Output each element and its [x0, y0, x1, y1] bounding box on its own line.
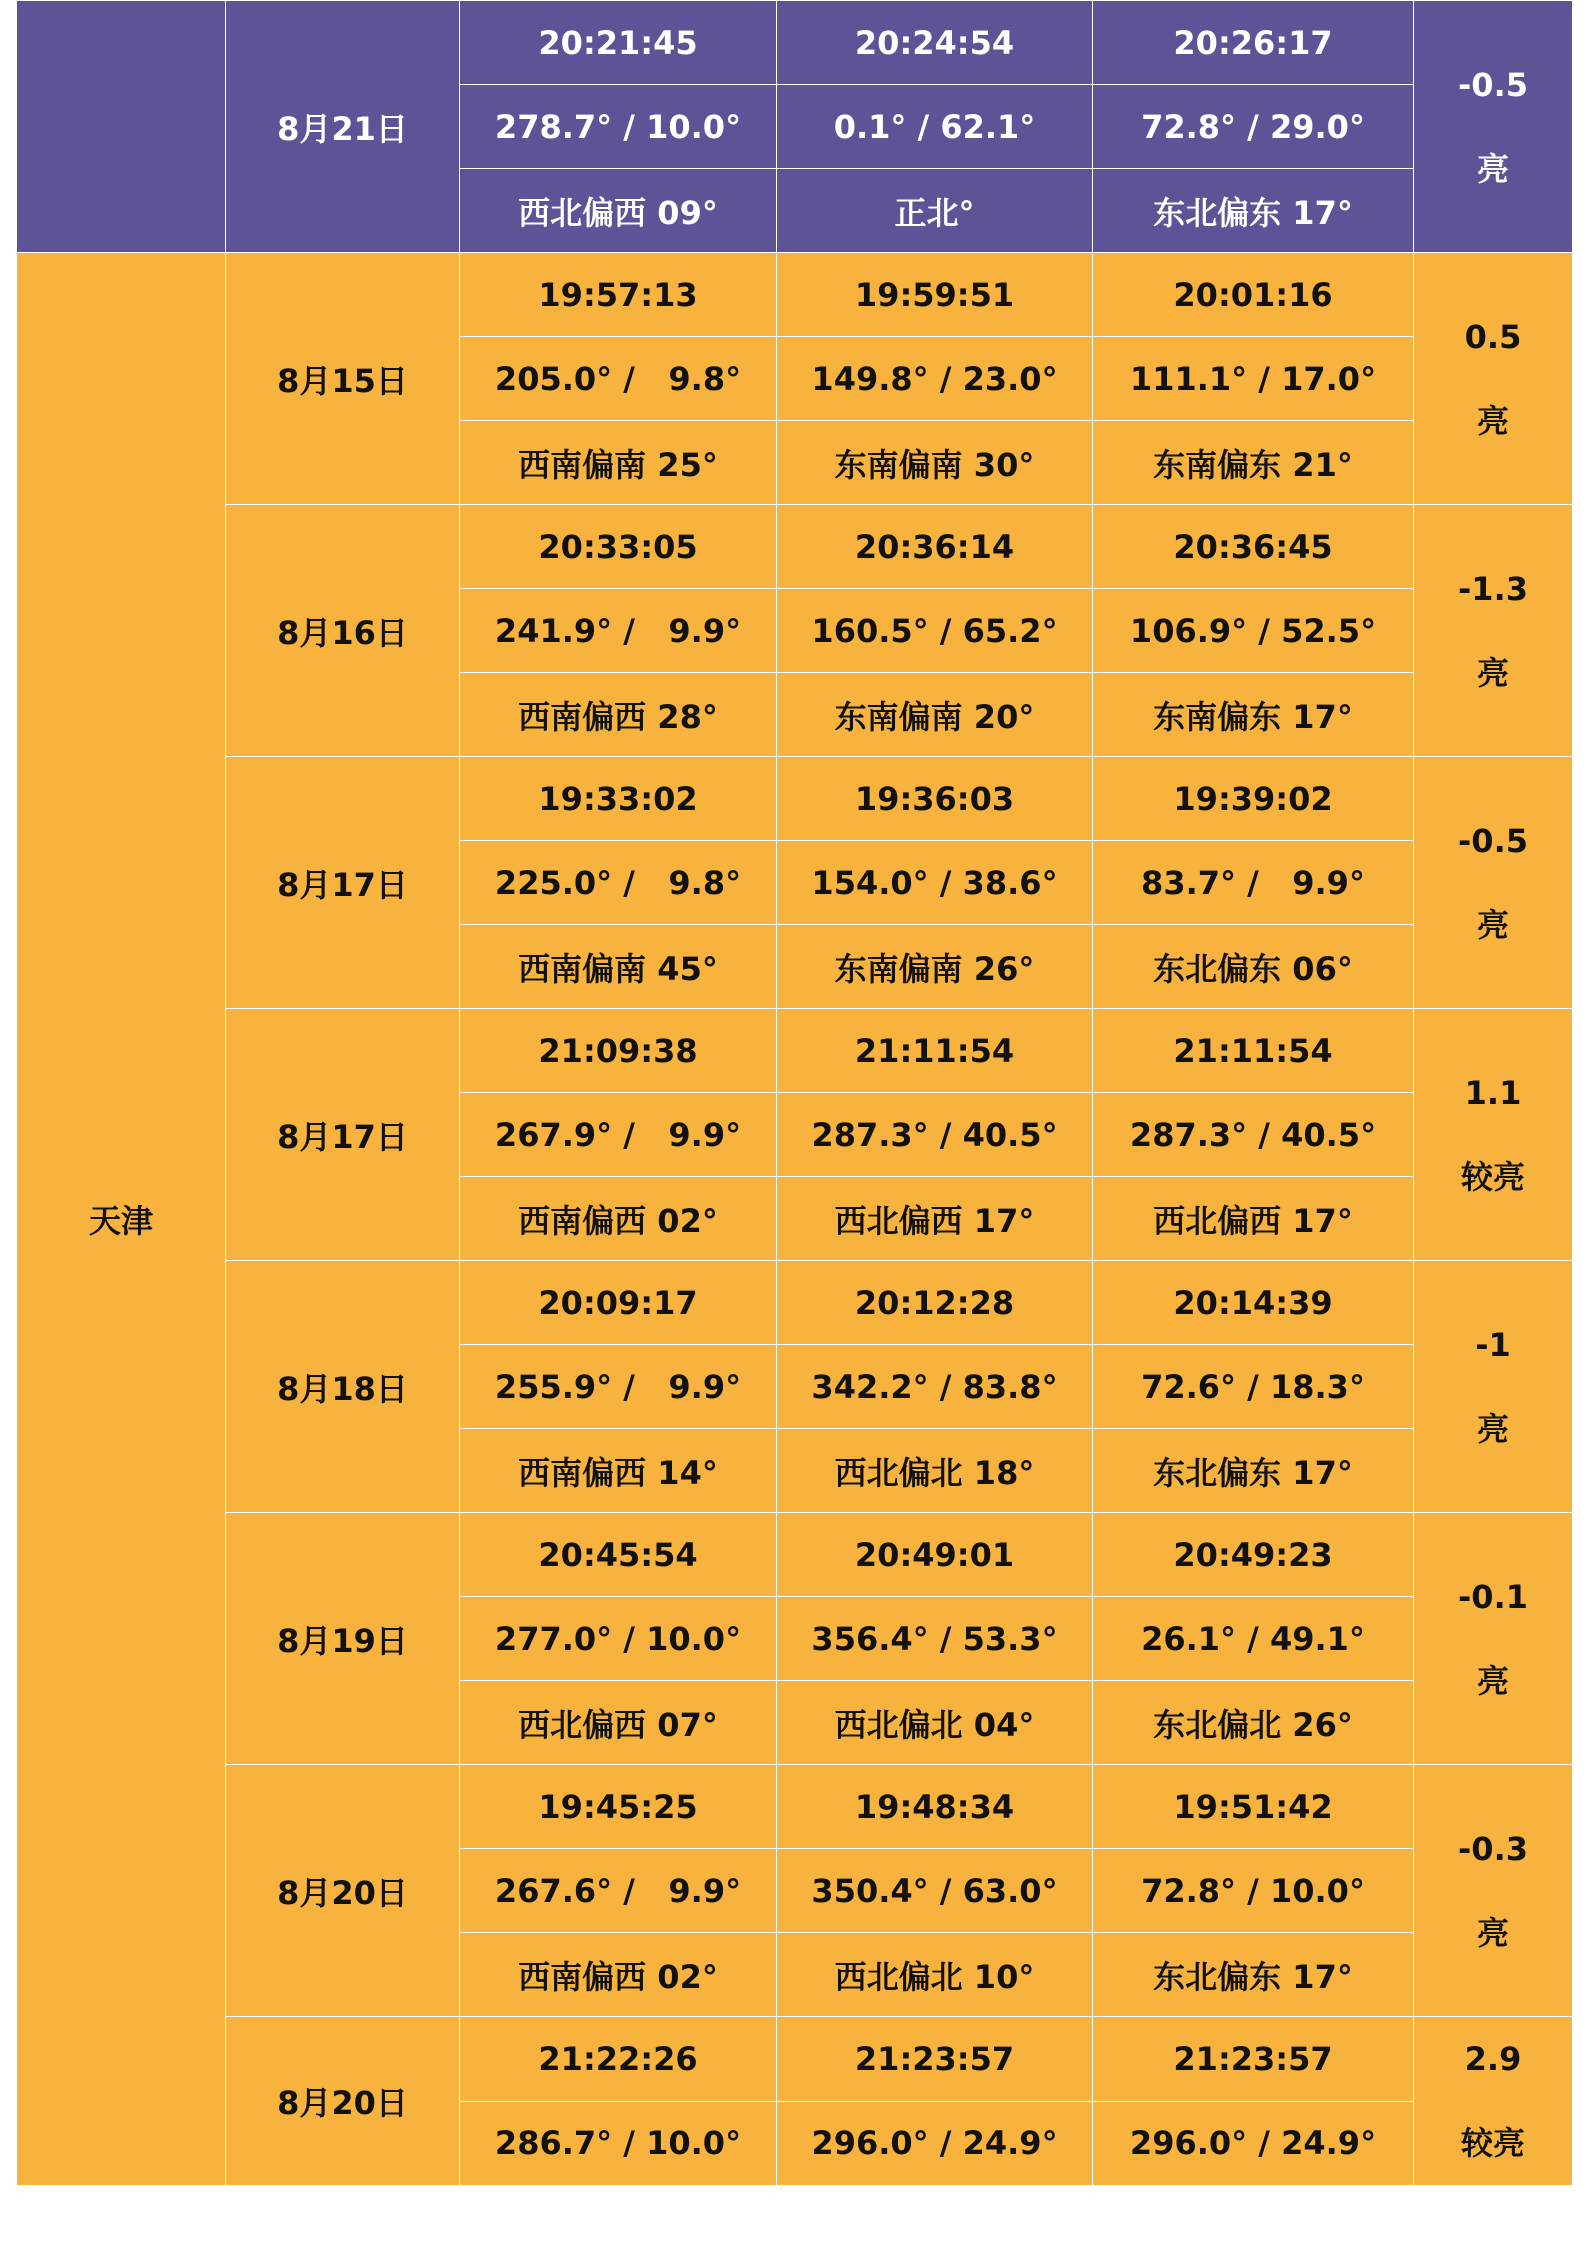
direction-cell: 西南偏西 02° — [460, 1933, 777, 2017]
time-cell: 20:24:54 — [777, 1, 1093, 85]
azimuth-altitude-cell: 296.0° / 24.9° — [1093, 2101, 1414, 2186]
direction-cell: 东北偏东 17° — [1093, 169, 1414, 253]
direction-cell: 西南偏南 45° — [460, 925, 777, 1009]
date-cell: 8月21日 — [226, 1, 460, 253]
time-cell: 21:11:54 — [1093, 1009, 1414, 1093]
brightness-label: 亮 — [1476, 1913, 1509, 1952]
date-cell: 8月20日 — [226, 2017, 460, 2186]
time-cell: 20:01:16 — [1093, 253, 1414, 337]
date-cell: 8月17日 — [226, 1009, 460, 1261]
azimuth-altitude-cell: 356.4° / 53.3° — [777, 1597, 1093, 1681]
azimuth-altitude-cell: 296.0° / 24.9° — [777, 2101, 1093, 2186]
azimuth-altitude-cell: 287.3° / 40.5° — [777, 1093, 1093, 1177]
azimuth-altitude-cell: 111.1° / 17.0° — [1093, 337, 1414, 421]
time-cell: 20:45:54 — [460, 1513, 777, 1597]
azimuth-altitude-cell: 72.8° / 29.0° — [1093, 85, 1414, 169]
magnitude-cell — [1414, 1, 1573, 253]
time-cell: 20:33:05 — [460, 505, 777, 589]
time-cell: 20:21:45 — [460, 1, 777, 85]
azimuth-altitude-cell: 154.0° / 38.6° — [777, 841, 1093, 925]
magnitude-value: 1.1 — [1464, 1073, 1522, 1112]
direction-cell: 东北偏东 17° — [1093, 1933, 1414, 2017]
time-cell: 19:51:42 — [1093, 1765, 1414, 1849]
azimuth-altitude-cell: 267.6° / 9.9° — [460, 1849, 777, 1933]
azimuth-altitude-cell: 205.0° / 9.8° — [460, 337, 777, 421]
direction-cell: 西南偏南 25° — [460, 421, 777, 505]
time-cell: 20:49:23 — [1093, 1513, 1414, 1597]
direction-cell: 东南偏东 17° — [1093, 673, 1414, 757]
time-cell: 20:12:28 — [777, 1261, 1093, 1345]
direction-cell: 正北° — [777, 169, 1093, 253]
magnitude-value: -1 — [1475, 1325, 1511, 1364]
pass-table-body — [17, 1, 1573, 2186]
city-cell — [17, 1, 226, 253]
time-cell: 21:23:57 — [1093, 2017, 1414, 2102]
direction-cell: 东南偏南 26° — [777, 925, 1093, 1009]
magnitude-cell — [1414, 2017, 1573, 2186]
magnitude-value: -0.5 — [1458, 821, 1528, 860]
magnitude-value: 2.9 — [1464, 2040, 1522, 2078]
azimuth-altitude-cell: 277.0° / 10.0° — [460, 1597, 777, 1681]
azimuth-altitude-cell: 225.0° / 9.8° — [460, 841, 777, 925]
date-cell: 8月19日 — [226, 1513, 460, 1765]
azimuth-altitude-cell: 106.9° / 52.5° — [1093, 589, 1414, 673]
time-cell: 20:09:17 — [460, 1261, 777, 1345]
time-cell: 19:33:02 — [460, 757, 777, 841]
magnitude-cell — [1414, 253, 1573, 505]
time-cell: 21:11:54 — [777, 1009, 1093, 1093]
azimuth-altitude-cell: 0.1° / 62.1° — [777, 85, 1093, 169]
time-cell: 20:36:14 — [777, 505, 1093, 589]
magnitude-cell — [1414, 1261, 1573, 1513]
magnitude-cell — [1414, 505, 1573, 757]
azimuth-altitude-cell: 72.6° / 18.3° — [1093, 1345, 1414, 1429]
magnitude-cell — [1414, 1765, 1573, 2017]
brightness-label: 较亮 — [1460, 2124, 1525, 2162]
direction-cell: 西南偏西 28° — [460, 673, 777, 757]
time-cell: 19:48:34 — [777, 1765, 1093, 1849]
time-cell: 20:26:17 — [1093, 1, 1414, 85]
brightness-label: 亮 — [1476, 1661, 1509, 1700]
city-cell: 天津 — [17, 253, 226, 2186]
iss-pass-table — [16, 0, 1573, 2186]
azimuth-altitude-cell: 350.4° / 63.0° — [777, 1849, 1093, 1933]
azimuth-altitude-cell: 83.7° / 9.9° — [1093, 841, 1414, 925]
direction-cell: 西北偏西 09° — [460, 169, 777, 253]
date-cell: 8月18日 — [226, 1261, 460, 1513]
direction-cell: 西北偏西 17° — [1093, 1177, 1414, 1261]
time-cell: 21:09:38 — [460, 1009, 777, 1093]
azimuth-altitude-cell: 286.7° / 10.0° — [460, 2101, 777, 2186]
date-cell: 8月17日 — [226, 757, 460, 1009]
time-cell: 20:49:01 — [777, 1513, 1093, 1597]
magnitude-cell — [1414, 1513, 1573, 1765]
magnitude-cell — [1414, 1009, 1573, 1261]
azimuth-altitude-cell: 72.8° / 10.0° — [1093, 1849, 1414, 1933]
azimuth-altitude-cell: 160.5° / 65.2° — [777, 589, 1093, 673]
magnitude-value: -1.3 — [1458, 569, 1528, 608]
table-row — [17, 253, 1573, 337]
direction-cell: 西北偏北 18° — [777, 1429, 1093, 1513]
direction-cell: 东南偏南 20° — [777, 673, 1093, 757]
table-row — [17, 757, 1573, 841]
magnitude-value: -0.3 — [1458, 1829, 1528, 1868]
time-cell: 19:59:51 — [777, 253, 1093, 337]
azimuth-altitude-cell: 342.2° / 83.8° — [777, 1345, 1093, 1429]
direction-cell: 东南偏南 30° — [777, 421, 1093, 505]
table-row — [17, 1261, 1573, 1345]
brightness-label: 亮 — [1476, 1409, 1509, 1448]
direction-cell: 西北偏西 07° — [460, 1681, 777, 1765]
magnitude-value: -0.1 — [1458, 1577, 1528, 1616]
direction-cell: 西南偏西 02° — [460, 1177, 777, 1261]
time-cell: 21:23:57 — [777, 2017, 1093, 2102]
azimuth-altitude-cell: 149.8° / 23.0° — [777, 337, 1093, 421]
direction-cell: 东北偏北 26° — [1093, 1681, 1414, 1765]
date-cell: 8月20日 — [226, 1765, 460, 2017]
direction-cell: 东北偏东 17° — [1093, 1429, 1414, 1513]
time-cell: 19:36:03 — [777, 757, 1093, 841]
table-row — [17, 1, 1573, 85]
azimuth-altitude-cell: 26.1° / 49.1° — [1093, 1597, 1414, 1681]
magnitude-cell — [1414, 757, 1573, 1009]
time-cell: 19:57:13 — [460, 253, 777, 337]
time-cell: 19:45:25 — [460, 1765, 777, 1849]
table-row — [17, 505, 1573, 589]
table-row — [17, 1765, 1573, 1849]
azimuth-altitude-cell: 287.3° / 40.5° — [1093, 1093, 1414, 1177]
brightness-label: 亮 — [1476, 905, 1509, 944]
direction-cell: 西南偏西 14° — [460, 1429, 777, 1513]
direction-cell: 东南偏东 21° — [1093, 421, 1414, 505]
time-cell: 19:39:02 — [1093, 757, 1414, 841]
azimuth-altitude-cell: 241.9° / 9.9° — [460, 589, 777, 673]
date-cell: 8月16日 — [226, 505, 460, 757]
table-row — [17, 2017, 1573, 2102]
table-row — [17, 1009, 1573, 1093]
azimuth-altitude-cell: 278.7° / 10.0° — [460, 85, 777, 169]
brightness-label: 较亮 — [1460, 1157, 1525, 1196]
brightness-label: 亮 — [1476, 653, 1509, 692]
direction-cell: 西北偏西 17° — [777, 1177, 1093, 1261]
direction-cell: 东北偏东 06° — [1093, 925, 1414, 1009]
time-cell: 21:22:26 — [460, 2017, 777, 2102]
brightness-label: 亮 — [1476, 401, 1509, 440]
date-cell: 8月15日 — [226, 253, 460, 505]
table-row — [17, 1513, 1573, 1597]
magnitude-value: -0.5 — [1458, 65, 1528, 104]
azimuth-altitude-cell: 255.9° / 9.9° — [460, 1345, 777, 1429]
direction-cell: 西北偏北 04° — [777, 1681, 1093, 1765]
direction-cell: 西北偏北 10° — [777, 1933, 1093, 2017]
time-cell: 20:14:39 — [1093, 1261, 1414, 1345]
azimuth-altitude-cell: 267.9° / 9.9° — [460, 1093, 777, 1177]
magnitude-value: 0.5 — [1464, 317, 1522, 356]
brightness-label: 亮 — [1476, 149, 1509, 188]
time-cell: 20:36:45 — [1093, 505, 1414, 589]
